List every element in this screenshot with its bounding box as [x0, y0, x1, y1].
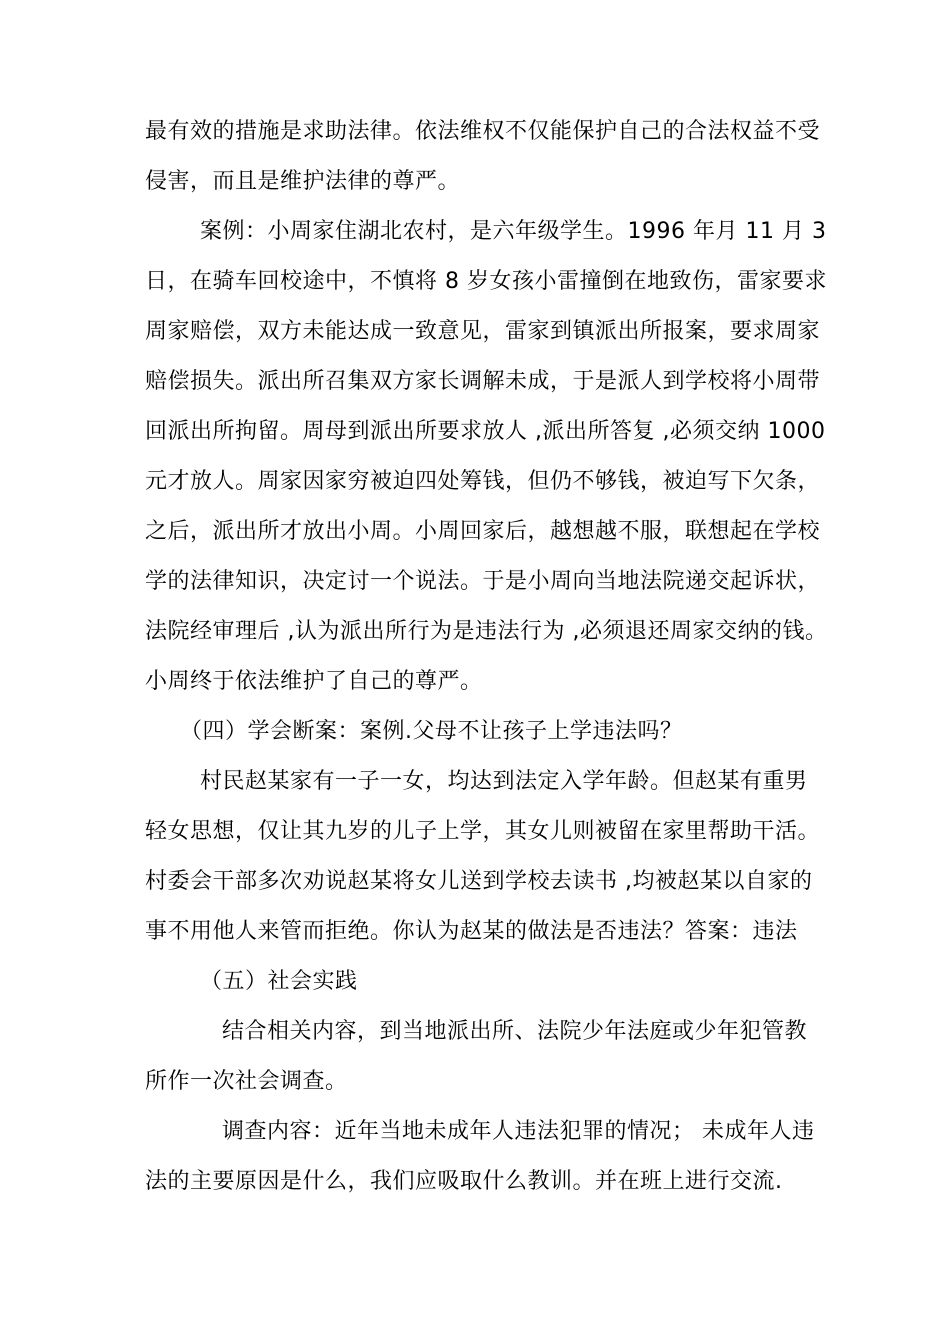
section-heading-5: （五）社会实践: [200, 969, 358, 994]
paragraph-line-7: 回派出所拘留。周母到派出所要求放人 ,派出所答复 ,必须交纳 1000: [145, 419, 826, 444]
paragraph-line-11: 法院经审理后 ,认为派出所行为是违法行为 ,必须退还周家交纳的钱。: [145, 619, 828, 644]
paragraph-line-1: 最有效的措施是求助法律。依法维权不仅能保护自己的合法权益不受: [145, 119, 821, 144]
paragraph-line-5: 周家赔偿，双方未能达成一致意见，雷家到镇派出所报案，要求周家: [145, 319, 821, 344]
paragraph-line-6: 赔偿损失。派出所召集双方家长调解未成，于是派人到学校将小周带: [145, 369, 821, 394]
paragraph-line-3: 案例：小周家住湖北农村，是六年级学生。1996 年月 11 月 3: [200, 219, 827, 244]
paragraph-line-12: 小周终于依法维护了自己的尊严。: [145, 669, 483, 694]
paragraph-line-20: 所作一次社会调查。: [145, 1069, 348, 1094]
paragraph-line-14: 村民赵某家有一子一女，均达到法定入学年龄。但赵某有重男: [200, 769, 808, 794]
section-heading-4: （四）学会断案：案例.父母不让孩子上学违法吗？: [180, 719, 683, 744]
paragraph-line-4: 日，在骑车回校途中，不慎将 8 岁女孩小雷撞倒在地致伤，雷家要求: [145, 269, 827, 294]
paragraph-line-9: 之后，派出所才放出小周。小周回家后，越想越不服，联想起在学校: [145, 519, 821, 544]
paragraph-line-8: 元才放人。周家因家穷被迫四处筹钱，但仍不够钱，被迫写下欠条，: [145, 469, 821, 494]
paragraph-line-10: 学的法律知识，决定讨一个说法。于是小周向当地法院递交起诉状，: [145, 569, 821, 594]
paragraph-line-19: 结合相关内容，到当地派出所、法院少年法庭或少年犯管教: [222, 1019, 808, 1044]
paragraph-line-21: 调查内容：近年当地未成年人违法犯罪的情况； 未成年人违: [222, 1119, 815, 1144]
paragraph-line-2: 侵害，而且是维护法律的尊严。: [145, 169, 461, 194]
paragraph-line-22: 法的主要原因是什么，我们应吸取什么教训。并在班上进行交流.: [145, 1169, 783, 1194]
paragraph-line-16: 村委会干部多次劝说赵某将女儿送到学校去读书 ,均被赵某以自家的: [145, 869, 813, 894]
paragraph-line-17: 事不用他人来管而拒绝。你认为赵某的做法是否违法？答案：违法: [145, 919, 798, 944]
paragraph-line-15: 轻女思想，仅让其九岁的儿子上学，其女儿则被留在家里帮助干活。: [145, 819, 821, 844]
